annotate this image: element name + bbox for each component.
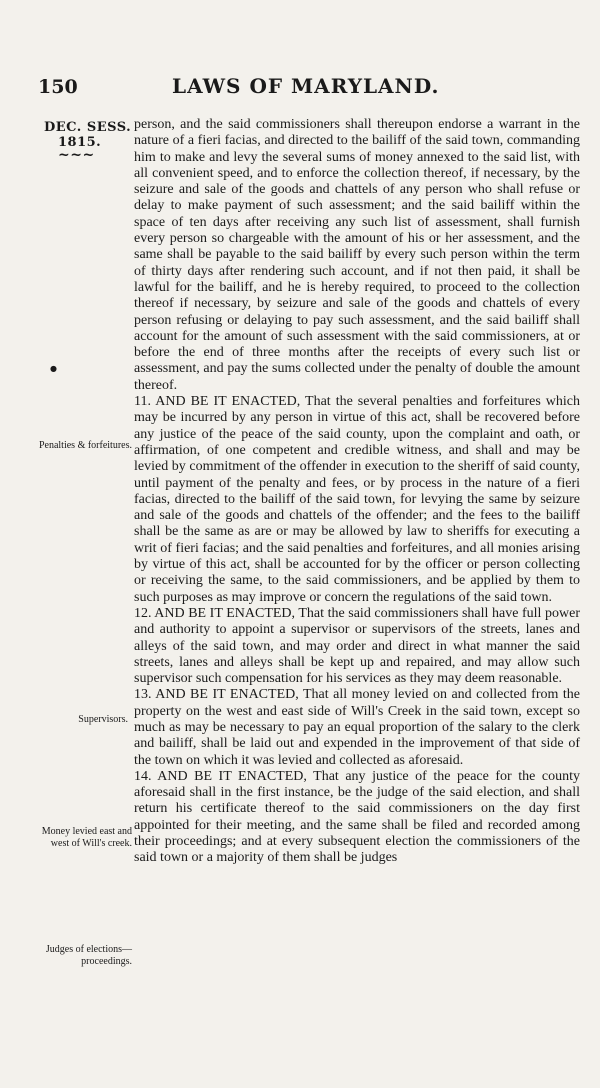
body-text — [134, 117, 580, 867]
section-14: 14. AND BE IT ENACTED, That any justice of the peace for the county aforesaid shall in the first instance, be the judge of the said election, and shall return his certificate thereof to the said commissioners on the day first appointed for their meeting, and the same shall be filed and recorded among their proceedings; and at every subsequent election the commissioners of the said town or a majority of them shall be judges — [134, 768, 580, 866]
session-label: DEC. SESS. — [44, 120, 132, 135]
running-title: LAWS OF MARYLAND. — [172, 74, 440, 98]
margin-note-penalties: Penalties & forfeitures. — [38, 440, 132, 451]
page-header — [38, 76, 586, 102]
flourish-ornament: ~~~ — [58, 147, 95, 163]
session-note — [44, 120, 132, 163]
section-13: 13. AND BE IT ENACTED, That all money levied on and collected from the property on the west and east side of Will's Creek in the said town, except so much as may be necessary to pay an equal proportion of the salary to the clerk and bailiff, shall be laid out and expended in the improvement of that side of the town on which it was levied and collected as aforesaid. — [134, 687, 580, 768]
margin-note-money-levied: Money levied east and west of Will's creek. — [41, 826, 132, 849]
page-number: 150 — [38, 76, 78, 98]
margin-note-supervisors: Supervisors. — [78, 714, 128, 725]
section-11: 11. AND BE IT ENACTED, That the several penalties and forfeitures which may be incurred by any person in virtue of this act, shall be recovered before any justice of the peace of the said county, upon the complaint and oath, or affirmation, of one competent and credible witness, and shall and may be levied by commitment of the offender in execution to the sheriff of said county, until payment of the penalty and fees, or by process in the nature of a fieri facias, directed to the bailiff of the said town, for levying the same by seizure and sale of the goods and chattels of the offender; and the fees to the bailiff shall be the same as are or may be allowed by law to sheriffs for executing a writ of fieri facias; and the said penalties and forfeitures, and all monies arising by virtue of this act, shall be accounted for by the officer or person collecting or receiving the same, to the said commissioners, and be applied by them to such purposes as may improve or concern the regulations of the said town. — [134, 394, 580, 605]
paragraph-intro: person, and the said commissioners shall thereupon endorse a warrant in the nature of a fieri facias, and directed to the bailiff of the said town, commanding him to make and levy the several sums of money annexed to the said list, with all convenient speed, and to enforce the collection thereof, if necessary, by the seizure and sale of the goods and chattels of any person who shall refuse or delay to make payment of such assessment; and the said bailiff within the space of ten days after receiving any such list of assessment, shall furnish every person so chargeable with the amount of his or her assessment, and the same shall be payable to the said bailiff by every such person within the term of thirty days after rendering such account, and if not then paid, it shall be lawful for the bailiff, and he is hereby required, to proceed to the collection thereof if necessary, by seizure and sale of the goods and chattels of every person refusing or delaying to pay such assessment, and the said bailiff shall account for the amount of such assessment with the said commissioners, at or before the end of three months after the receipts of every such list or assessment, and pay the sums collected under the penalty of double the amount thereof. — [134, 117, 580, 393]
margin-dot: ● — [50, 364, 57, 373]
margin-note-judges: Judges of elections—proceedings. — [45, 944, 132, 967]
session-year: 1815. — [58, 135, 102, 150]
section-12: 12. AND BE IT ENACTED, That the said commissioners shall have full power and authority to appoint a supervisor or supervisors of the streets, lanes and alleys of the said town, and may order and direct in what manner the said streets, lanes and alleys shall be kept up and repaired, and may allow such supervisor such compensation for his services as they may deem reasonable. — [134, 605, 580, 687]
